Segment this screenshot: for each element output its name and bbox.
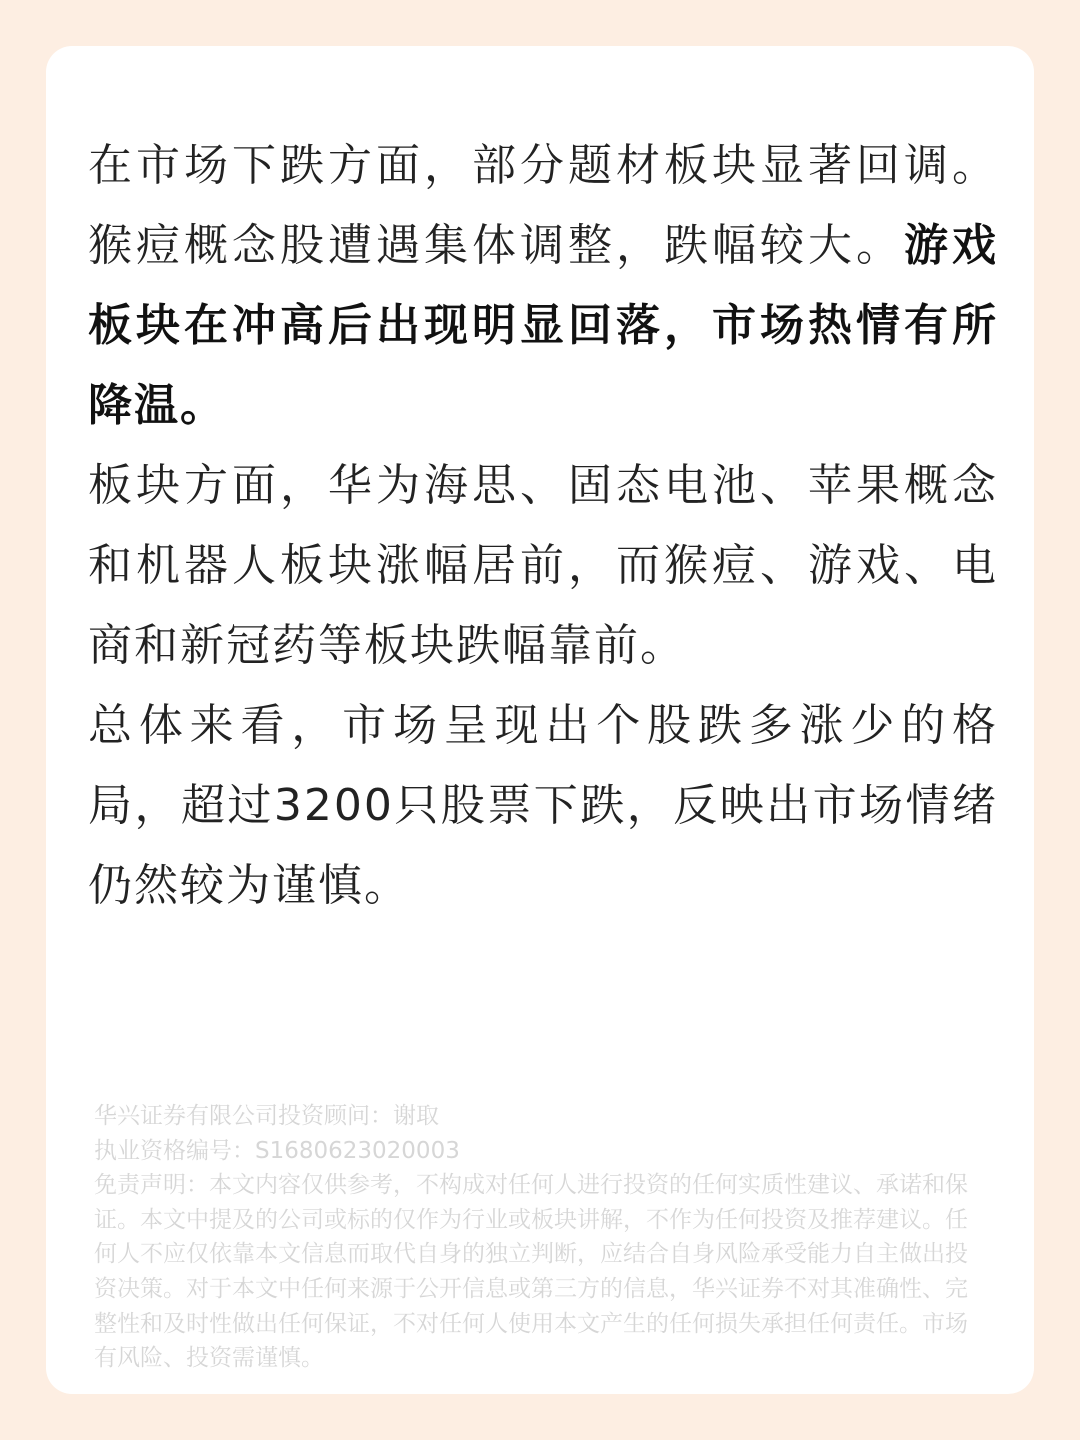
disclaimer-text: 免责声明：本文内容仅供参考，不构成对任何人进行投资的任何实质性建议、承诺和保证。本文中提及的公司或标的仅作为行业或板块讲解，不作为任何投资及推荐建议。任何人不应仅依靠本文信息而取代自身的独立判断，应结合自身风险承受能力自主做出投资决策。对于本文中任何来源于公开信息或第三方的信息，华兴证券不对其准确性、完整性和及时性做出任何保证，不对任何人使用本文产生的任何损失承担任何责任。市场有风险、投资需谨慎。 bbox=[94, 1172, 968, 1372]
content-card bbox=[46, 46, 1034, 1394]
paragraph-text: 总体来看，市场呈现出个股跌多涨少的格局，超过3200只股票下跌，反映出市场情绪仍然较为谨慎。 bbox=[88, 700, 998, 911]
paragraph-text: 在市场下跌方面，部分题材板块显著回调。猴痘概念股遭遇集体调整，跌幅较大。 bbox=[88, 140, 998, 271]
license-line: 执业资格编号：S1680623020003 bbox=[94, 1137, 460, 1164]
advisor-line: 华兴证券有限公司投资顾问：谢取 bbox=[94, 1103, 439, 1129]
article-body bbox=[88, 126, 998, 926]
paragraph-market-decline bbox=[88, 126, 998, 446]
paragraph-text: 板块方面，华为海思、固态电池、苹果概念和机器人板块涨幅居前，而猴痘、游戏、电商和新冠药等板块跌幅靠前。 bbox=[88, 460, 998, 671]
paragraph-sectors bbox=[88, 446, 998, 686]
paragraph-bold-text: 游戏板块在冲高后出现明显回落，市场热情有所降温。 bbox=[88, 220, 998, 431]
paragraph-overall bbox=[88, 686, 998, 926]
disclaimer-footer bbox=[94, 1099, 984, 1376]
